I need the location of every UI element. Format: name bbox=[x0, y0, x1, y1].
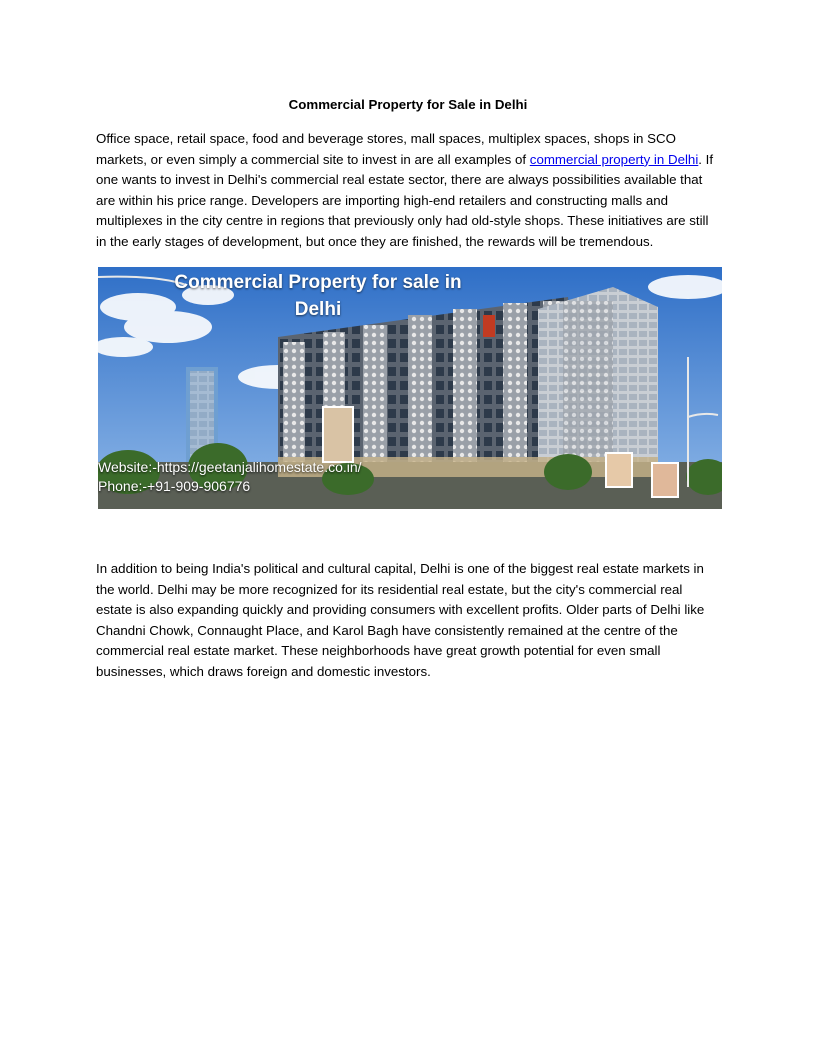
banner-phone: Phone:-+91-909-906776 bbox=[98, 478, 251, 494]
banner-website: Website:-https://geetanjalihomestate.co.in/ bbox=[98, 459, 362, 475]
banner-contact bbox=[98, 458, 362, 496]
second-paragraph: In addition to being India's political and cultural capital, Delhi is one of the biggest real estate markets in the world. Delhi may be more recognized for its residential real estate, but the city's commercial real estate is also expanding quickly and providing consumers with excellent profits. Older parts of Delhi like Chandni Chowk, Connaught Place, and Karol Bagh have consistently remained at the centre of the commercial real estate market. These neighborhoods have great growth potential for even small businesses, which draws foreign and domestic investors. bbox=[96, 561, 705, 679]
intro-text-after-link: . If one wants to invest in Delhi's commercial real estate sector, there are always possibilities available that are within his price range. Developers are importing high-end retailers and constructing malls and multiplexes in the city centre in regions that previously only had old-style shops. These initiatives are still in the early stages of development, but once they are finished, the rewards will be tremendous. bbox=[96, 151, 714, 249]
intro-text-before-link: Office space, retail space, food and beverage stores, mall spaces, multiplex spaces, shops in SCO markets, or even simply a commercial site to invest in are all examples of bbox=[96, 131, 676, 167]
page-title: Commercial Property for Sale in Delhi bbox=[288, 97, 528, 112]
property-banner-image bbox=[98, 267, 722, 509]
commercial-property-link[interactable]: commercial property in Delhi bbox=[529, 151, 699, 167]
banner-title-line1: Commercial Property for sale in bbox=[174, 272, 462, 293]
intro-paragraph bbox=[96, 129, 722, 253]
banner-title bbox=[168, 269, 468, 323]
banner-title-line2: Delhi bbox=[294, 299, 342, 320]
